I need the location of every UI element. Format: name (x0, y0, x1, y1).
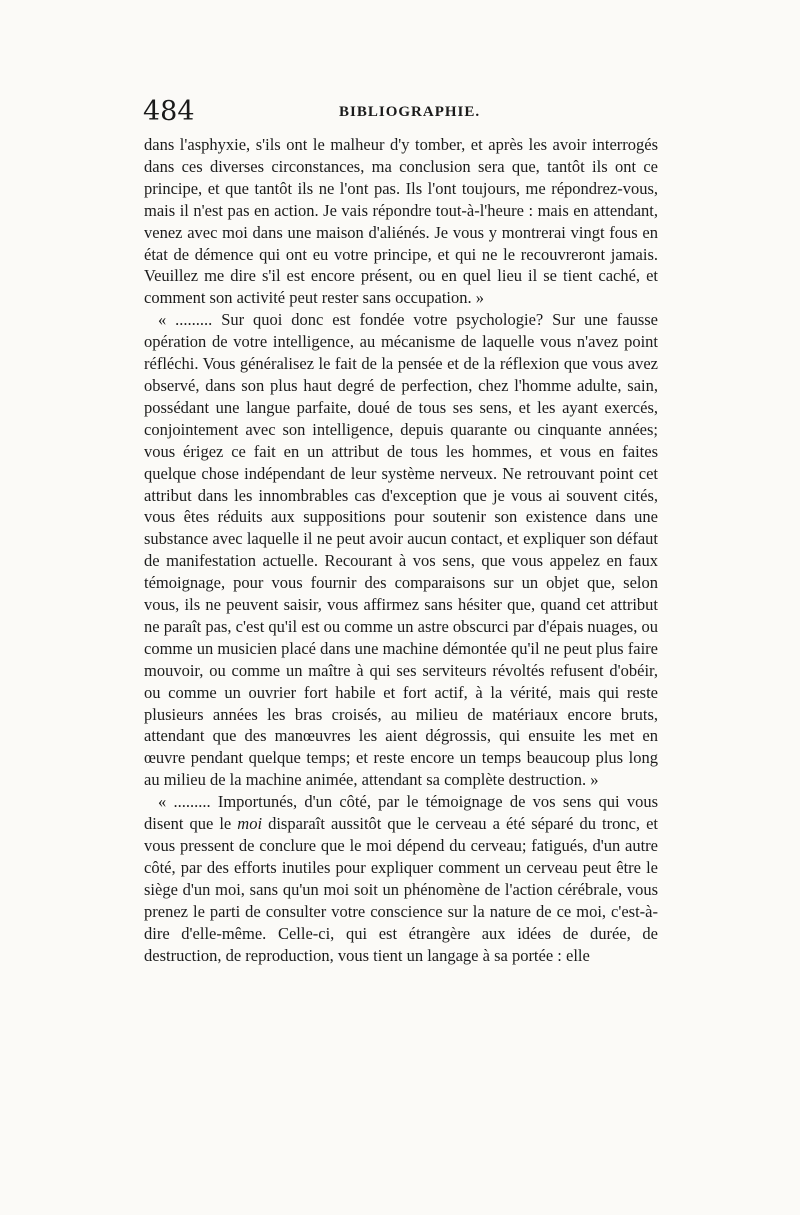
body-text (144, 134, 658, 966)
running-head: BIBLIOGRAPHIE. (339, 104, 481, 120)
italic-moi: moi (237, 814, 263, 834)
paragraph-importunes-end: disparaît aussitôt que le cerveau a été séparé du tronc, et vous pressent de conclure que le moi dépend du cerveau; fatigués, d'un autre côté, par des efforts inutiles pour expliquer comment un cerveau peut être le siège d'un moi, sans qu'un moi soit un phénomène de l'action cérébrale, vous prenez le parti de consulter votre conscience sur la nature de ce moi, c'est-à-dire d'elle-même. Celle-ci, qui est étrangère aux idées de durée, de destruction, de reproduction, vous tient un langage à sa portée : elle (144, 814, 658, 965)
paragraph-importunes-start: « ......... Importunés, d'un côté, par le témoignage de vos sens qui vous disent que le (144, 792, 658, 834)
paragraph-continuation: dans l'asphyxie, s'ils ont le malheur d'y tomber, et après les avoir interrogés dans ces diverses circonstances, ma conclusion sera que, tantôt ils ont ce principe, et que tantôt ils ne l'ont pas. Ils l'ont toujours, me répondrez-vous, mais il n'est pas en action. Je vais répondre tout-à-l'heure : mais en attendant, venez avec moi dans une maison d'aliénés. Je vous y montrerai vingt fous en état de démence qui ont eu votre principe, et qui ne le recouvreront jamais. Veuillez me dire s'il est encore présent, ou en quel lieu il se tient caché, et comment son activité peut rester sans occupation. » (144, 135, 658, 308)
page-header (143, 97, 659, 133)
paragraph-psychologie: « ......... Sur quoi donc est fondée votre psychologie? Sur une fausse opération de votre intelligence, au mécanisme de laquelle vous n'avez point réfléchi. Vous généralisez le fait de la pensée et de la réflexion que vous avez observé, dans son plus haut degré de perfection, chez l'homme adulte, sain, possédant une langue parfaite, doué de tous ses sens, et les ayant exercés, conjointement avec son intelligence, depuis quarante ou cinquante années; vous érigez ce fait en un attribut de tous les hommes, et vous en faites quelque chose indépendant de leur système nerveux. Ne retrouvant point cet attribut dans les innombrables cas d'exception que je vous ai souvent cités, vous êtes réduits aux suppositions pour soutenir son existence dans une substance avec laquelle il ne peut avoir aucun contact, et expliquer son défaut de manifestation actuelle. Recourant à vos sens, que vous appelez en faux témoignage, pour vous fournir des comparaisons sur un objet que, selon vous, ils ne peuvent saisir, vous affirmez sans hésiter que, quand cet attribut ne paraît pas, c'est qu'il est ou comme un astre obscurci par d'épais nuages, ou comme un musicien placé dans une machine démontée qu'il ne peut plus faire mouvoir, ou comme un maître à qui ses serviteurs révoltés refusent d'obéir, ou comme un ouvrier fort habile et fort actif, à la vérité, mais qui reste plusieurs années les bras croisés, au milieu de matériaux encore bruts, attendant que des manœuvres les aient dégrossis, qui ensuite les met en œuvre pendant quelque temps; et reste encore un temps beaucoup plus long au milieu de la machine animée, attendant sa complète destruction. » (144, 310, 658, 790)
paragraph-importunes (144, 791, 658, 966)
page-number: 484 (143, 96, 195, 127)
